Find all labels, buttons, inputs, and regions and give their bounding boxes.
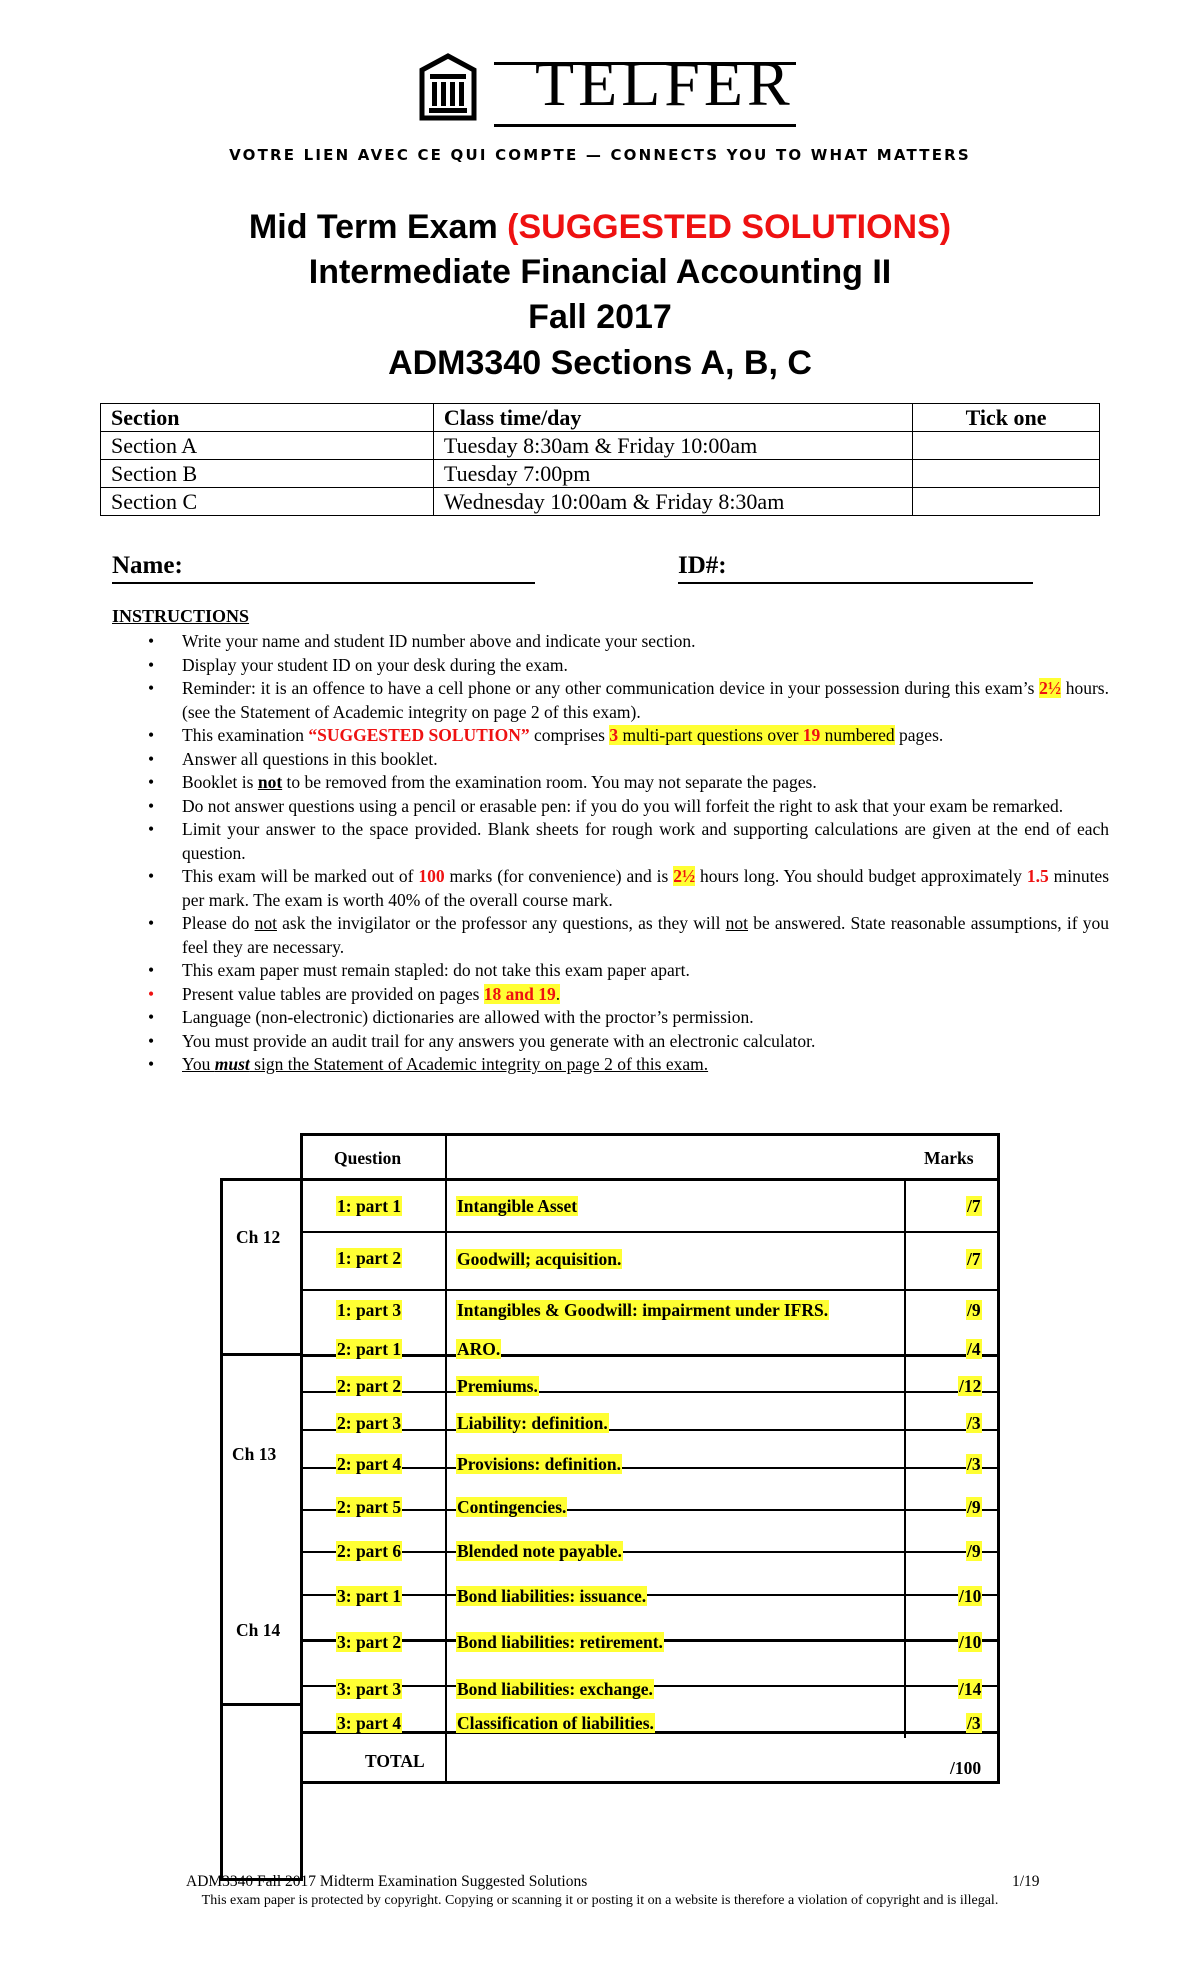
copyright-notice: This exam paper is protected by copyright. Copying or scanning it or posting it on a website is therefore a violation of copyright and is illegal.: [201, 1893, 999, 1908]
cell-text: 2: part 6: [337, 1541, 402, 1561]
tick-box[interactable]: [913, 488, 1100, 516]
text-run: be answered. State reasonable assumptions, if you feel they are necessary.: [182, 913, 1109, 957]
text-run: Language (non-electronic) dictionaries are allowed with the proctor’s permission.: [182, 1007, 754, 1027]
marks-table: [220, 1133, 999, 1785]
title-line-1: [0, 210, 1200, 244]
table-cell: Section A: [101, 432, 434, 460]
list-item: [112, 748, 1109, 772]
text-run: 18 and 19: [483, 983, 556, 1004]
cell-text: Intangible Asset: [457, 1196, 578, 1216]
question-part: [336, 1634, 402, 1652]
row-divider: [300, 1551, 1000, 1553]
row-divider: [300, 1391, 1000, 1393]
table-row: [101, 488, 1100, 516]
list-item: [112, 677, 1109, 724]
question-part: [336, 1499, 402, 1517]
question-topic: [456, 1634, 664, 1652]
question-marks: [966, 1499, 982, 1517]
table-row: [101, 460, 1100, 488]
question-marks: [966, 1456, 982, 1474]
cell-text: 3: part 3: [337, 1679, 402, 1699]
cell-text: Intangibles & Goodwill: impairment under IFRS.: [457, 1300, 829, 1320]
total-label: TOTAL: [365, 1751, 425, 1771]
row-divider: [300, 1467, 1000, 1469]
instructions-list: [112, 630, 1109, 1077]
text-run: You must provide an audit trail for any answers you generate with an electronic calculator.: [182, 1030, 816, 1051]
cell-text: /9: [967, 1497, 981, 1517]
text-run: Booklet is: [182, 772, 258, 792]
chapter-label: Ch 14: [236, 1620, 281, 1640]
table-header: Tick one: [913, 404, 1100, 432]
text-run: 3: [609, 725, 619, 745]
text-run: Do not answer questions using a pencil or erasable pen: if you do you will forfeit the right to ask that your exam be remarked.: [182, 795, 1064, 816]
cell-text: /4: [967, 1339, 981, 1359]
cell-text: 1: part 1: [337, 1196, 402, 1216]
column-divider: [904, 1178, 906, 1738]
text-run: 2½: [1039, 678, 1061, 698]
text-run: “SUGGESTED SOLUTION”: [308, 725, 530, 745]
list-item: [112, 1030, 1109, 1054]
row-divider: [300, 1429, 1000, 1431]
question-topic: [456, 1543, 623, 1561]
question-topic: [456, 1681, 654, 1699]
id-field[interactable]: [678, 582, 1033, 584]
question-marks: [966, 1302, 982, 1320]
list-item: [112, 912, 1109, 959]
list-item: [112, 724, 1109, 748]
list-item: [112, 795, 1109, 819]
table-row: [101, 432, 1100, 460]
text-run: 19: [802, 725, 821, 745]
section-table: [100, 403, 1100, 516]
list-item: [112, 630, 1109, 654]
question-marks: [958, 1634, 982, 1652]
total-marks: /100: [950, 1758, 982, 1778]
question-part: [336, 1588, 402, 1606]
text-run: Present value tables are provided on pages: [182, 983, 484, 1004]
cell-text: 3: part 2: [337, 1632, 402, 1652]
text-run: (SUGGESTED SOLUTIONS): [507, 208, 952, 246]
text-run: Mid Term Exam: [248, 208, 508, 246]
cell-text: /9: [967, 1541, 981, 1561]
instructions-heading: INSTRUCTIONS: [112, 606, 250, 626]
question-topic: [456, 1415, 609, 1433]
text-run: not: [725, 913, 749, 933]
text-run: minutes per mark. The exam is worth 40% of the overall course mark.: [182, 866, 1110, 910]
cell-text: /10: [959, 1632, 982, 1652]
row-divider: [300, 1178, 1000, 1181]
chapter-frame: [220, 1353, 303, 1706]
question-part: [336, 1715, 402, 1733]
cell-text: /3: [967, 1413, 981, 1433]
question-marks: [966, 1415, 982, 1433]
text-run: 1.5: [1026, 866, 1049, 886]
sections-title: ADM3340 Sections A, B, C: [388, 344, 812, 382]
cell-text: /3: [967, 1454, 981, 1474]
text-run: multi-part questions over: [618, 725, 803, 745]
list-item: [112, 1006, 1109, 1030]
cell-text: 3: part 4: [337, 1713, 402, 1733]
cell-text: Bond liabilities: exchange.: [457, 1679, 653, 1699]
question-topic: [456, 1588, 647, 1606]
cell-text: /10: [959, 1586, 982, 1606]
row-divider: [300, 1354, 1000, 1357]
cell-text: Provisions: definition.: [457, 1454, 622, 1474]
question-topic: [456, 1341, 501, 1359]
name-field[interactable]: [112, 582, 535, 584]
text-run: 2½: [673, 866, 696, 886]
question-topic: [456, 1198, 578, 1216]
cell-text: /7: [967, 1196, 981, 1216]
text-run: to be removed from the examination room. You may not separate the pages.: [282, 772, 817, 792]
text-run: Please do: [182, 913, 255, 933]
table-header: Section: [101, 404, 434, 432]
question-topic: [456, 1715, 655, 1733]
cell-text: Classification of liabilities.: [457, 1713, 654, 1733]
tick-box[interactable]: [913, 460, 1100, 488]
text-run: You: [182, 1054, 215, 1074]
table-cell: Tuesday 8:30am & Friday 10:00am: [433, 432, 912, 460]
text-run: comprises: [529, 725, 610, 745]
table-row: [101, 404, 1100, 432]
cell-text: /3: [967, 1713, 981, 1733]
cell-text: /9: [967, 1300, 981, 1320]
question-topic: [456, 1499, 567, 1517]
question-part: [336, 1198, 402, 1216]
text-run: ask the invigilator or the professor any questions, as they will: [276, 913, 726, 933]
text-run: not: [257, 772, 283, 792]
list-item: [112, 983, 1109, 1007]
text-run: Answer all questions in this booklet.: [182, 748, 438, 769]
question-part: [336, 1341, 402, 1359]
cell-text: Liability: definition.: [457, 1413, 608, 1433]
page-number: 1/19: [1012, 1873, 1040, 1890]
row-divider: [300, 1594, 1000, 1596]
table-cell: Section C: [101, 488, 434, 516]
text-run: must: [214, 1054, 250, 1074]
text-run: sign the Statement of Academic integrity on page 2 of this exam.: [249, 1054, 709, 1074]
cell-text: 2: part 4: [337, 1454, 402, 1474]
text-run: Display your student ID on your desk during the exam.: [182, 654, 568, 675]
cell-text: Bond liabilities: retirement.: [457, 1632, 663, 1652]
row-divider: [300, 1289, 1000, 1291]
cell-text: Goodwill; acquisition.: [457, 1249, 622, 1269]
question-header: Question: [334, 1148, 402, 1168]
question-part: [336, 1415, 402, 1433]
text-run: Reminder: it is an offence to have a cell phone or any other communication device in your possession during this exam’s: [182, 678, 1040, 698]
chapter-label: Ch 12: [236, 1227, 281, 1247]
cell-text: Contingencies.: [457, 1497, 567, 1517]
question-part: [336, 1543, 402, 1561]
cell-text: 2: part 2: [337, 1376, 402, 1396]
list-item: [112, 1053, 1109, 1077]
list-item: [112, 865, 1109, 912]
table-header: Class time/day: [433, 404, 912, 432]
list-item: [112, 654, 1109, 678]
table-cell: Section B: [101, 460, 434, 488]
tick-box[interactable]: [913, 432, 1100, 460]
cell-text: /14: [959, 1679, 982, 1699]
question-marks: [966, 1251, 982, 1269]
table-cell: Wednesday 10:00am & Friday 8:30am: [433, 488, 912, 516]
question-topic: [456, 1456, 622, 1474]
id-label: ID#:: [678, 552, 727, 579]
text-run: not: [254, 913, 277, 933]
chapter-frame: [220, 1703, 303, 1881]
question-part: [336, 1302, 402, 1320]
question-marks: [966, 1715, 982, 1733]
question-part: [336, 1378, 402, 1396]
cell-text: 1: part 3: [337, 1300, 402, 1320]
logo-wordmark: TELFER: [535, 48, 794, 119]
question-marks: [966, 1543, 982, 1561]
question-topic: [456, 1302, 829, 1320]
question-topic: [456, 1251, 622, 1269]
chapter-label: Ch 13: [232, 1444, 277, 1464]
list-item: [112, 818, 1109, 865]
cell-text: Bond liabilities: issuance.: [457, 1586, 647, 1606]
cell-text: /12: [959, 1376, 982, 1396]
question-part: [336, 1681, 402, 1699]
question-part: [336, 1250, 402, 1268]
name-label: Name:: [112, 552, 183, 579]
marks-header: Marks: [924, 1148, 974, 1168]
text-run: hours. (see the Statement of Academic integrity on page 2 of this exam).: [182, 678, 1109, 722]
footer-title: ADM3340 Fall 2017 Midterm Examination Suggested Solutions: [186, 1873, 588, 1890]
text-run: This examination: [182, 725, 309, 745]
term-title: Fall 2017: [528, 298, 672, 336]
text-run: Write your name and student ID number above and indicate your section.: [182, 631, 696, 651]
text-run: .: [555, 983, 561, 1004]
row-divider: [300, 1509, 1000, 1511]
question-marks: [966, 1341, 982, 1359]
text-run: numbered: [820, 725, 895, 745]
cell-text: 2: part 3: [337, 1413, 402, 1433]
list-item: [112, 771, 1109, 795]
cell-text: Premiums.: [457, 1376, 538, 1396]
logo-tagline: VOTRE LIEN AVEC CE QUI COMPTE — CONNECTS YOU TO WHAT MATTERS: [229, 146, 971, 164]
cell-text: Blended note payable.: [457, 1541, 622, 1561]
table-cell: Tuesday 7:00pm: [433, 460, 912, 488]
row-divider: [300, 1231, 1000, 1233]
text-run: This exam paper must remain stapled: do not take this exam paper apart.: [182, 960, 690, 980]
cell-text: 2: part 5: [337, 1497, 402, 1517]
chapter-frame: [220, 1178, 303, 1356]
course-title: Intermediate Financial Accounting II: [308, 253, 892, 291]
cell-text: 1: part 2: [337, 1248, 402, 1268]
text-run: Limit your answer to the space provided. Blank sheets for rough work and supporting calculations are given at the end of each question.: [182, 819, 1109, 863]
question-topic: [456, 1378, 539, 1396]
text-run: pages.: [894, 725, 944, 745]
text-run: hours long. You should budget approximately: [695, 866, 1027, 886]
text-run: This exam will be marked out of: [182, 866, 419, 886]
cell-text: 3: part 1: [337, 1586, 402, 1606]
question-part: [336, 1456, 402, 1474]
question-marks: [958, 1378, 982, 1396]
text-run: 100: [418, 866, 445, 886]
question-marks: [958, 1681, 982, 1699]
question-marks: [966, 1198, 982, 1216]
cell-text: /7: [967, 1249, 981, 1269]
question-marks: [958, 1588, 982, 1606]
cell-text: ARO.: [457, 1339, 501, 1359]
text-run: marks (for convenience) and is: [444, 866, 674, 886]
cell-text: 2: part 1: [337, 1339, 402, 1359]
list-item: [112, 959, 1109, 983]
text-run: [182, 1054, 708, 1074]
